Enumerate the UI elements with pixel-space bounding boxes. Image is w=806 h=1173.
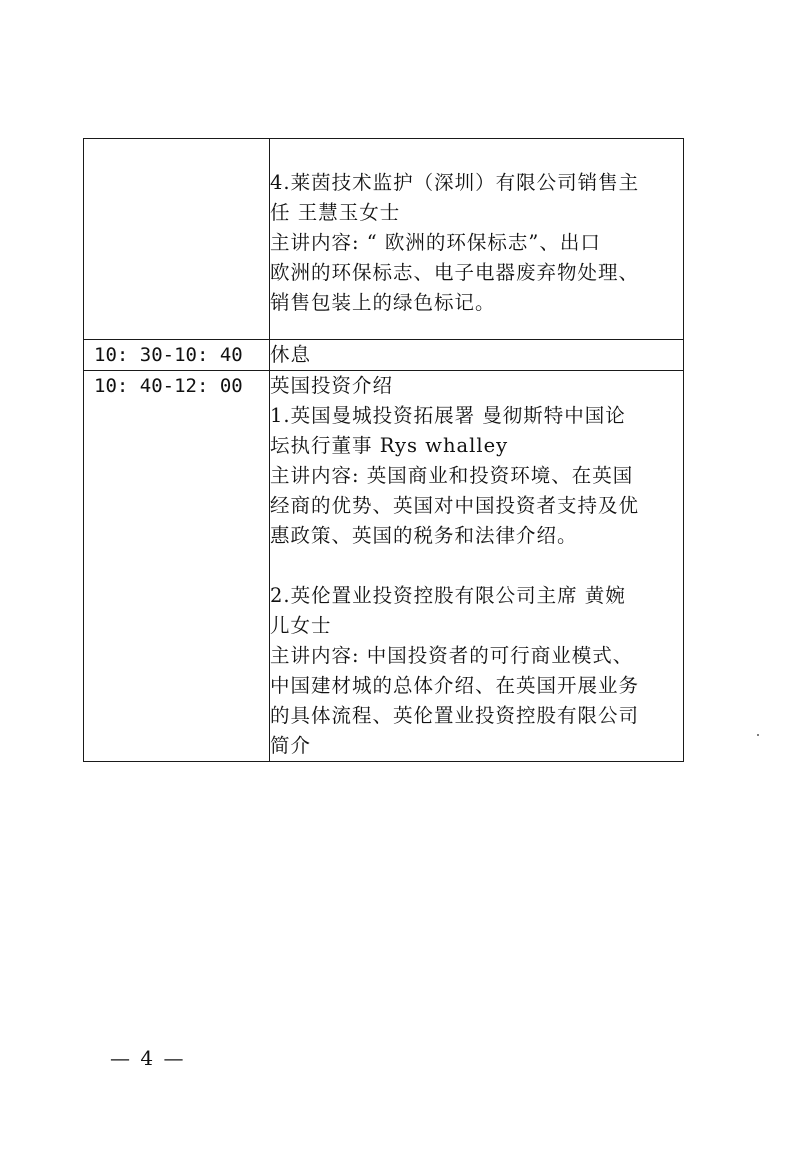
content-line: 主讲内容: 中国投资者的可行商业模式、 [270, 644, 634, 667]
time-cell [84, 139, 270, 340]
content-line: 2.英伦置业投资控股有限公司主席 黄婉 [270, 584, 626, 607]
blank-line [270, 551, 683, 581]
page-number: — 4 — [110, 1046, 186, 1070]
time-cell [84, 340, 270, 371]
content-line: 1.英国曼城投资拓展署 曼彻斯特中国论 [270, 404, 626, 427]
content-line: 简介 [270, 734, 312, 757]
content-line: 主讲内容: “ 欧洲的环保标志”、出口 [270, 231, 601, 254]
content-line: 主讲内容: 英国商业和投资环境、在英国 [270, 464, 634, 487]
table-row [84, 139, 684, 340]
scan-speck [757, 734, 759, 736]
content-cell [270, 371, 684, 762]
time-text: 10: 40-12: 00 [94, 375, 243, 397]
content-cell [270, 139, 684, 340]
content-line: 的具体流程、英伦置业投资控股有限公司 [270, 704, 640, 727]
time-text: 10: 30-10: 40 [94, 344, 243, 366]
content-line: 英国投资介绍 [270, 374, 394, 397]
content-line: 中国建材城的总体介绍、在英国开展业务 [270, 674, 640, 697]
content-line: 休息 [270, 343, 312, 366]
table-row [84, 340, 684, 371]
content-line: 惠政策、英国的税务和法律介绍。 [270, 524, 578, 547]
content-line: 欧洲的环保标志、电子电器废弃物处理、 [270, 261, 640, 284]
content-line: 经商的优势、英国对中国投资者支持及优 [270, 494, 640, 517]
content-line: 坛执行董事 Rys whalley [270, 434, 509, 457]
content-cell [270, 340, 684, 371]
content-line: 销售包装上的绿色标记。 [270, 291, 496, 314]
content-line: 任 王慧玉女士 [270, 201, 401, 224]
time-cell [84, 371, 270, 762]
content-line: 4.莱茵技术监护（深圳）有限公司销售主 [270, 171, 640, 194]
schedule-table [83, 138, 684, 762]
content-line: 儿女士 [270, 614, 332, 637]
table-row [84, 371, 684, 762]
